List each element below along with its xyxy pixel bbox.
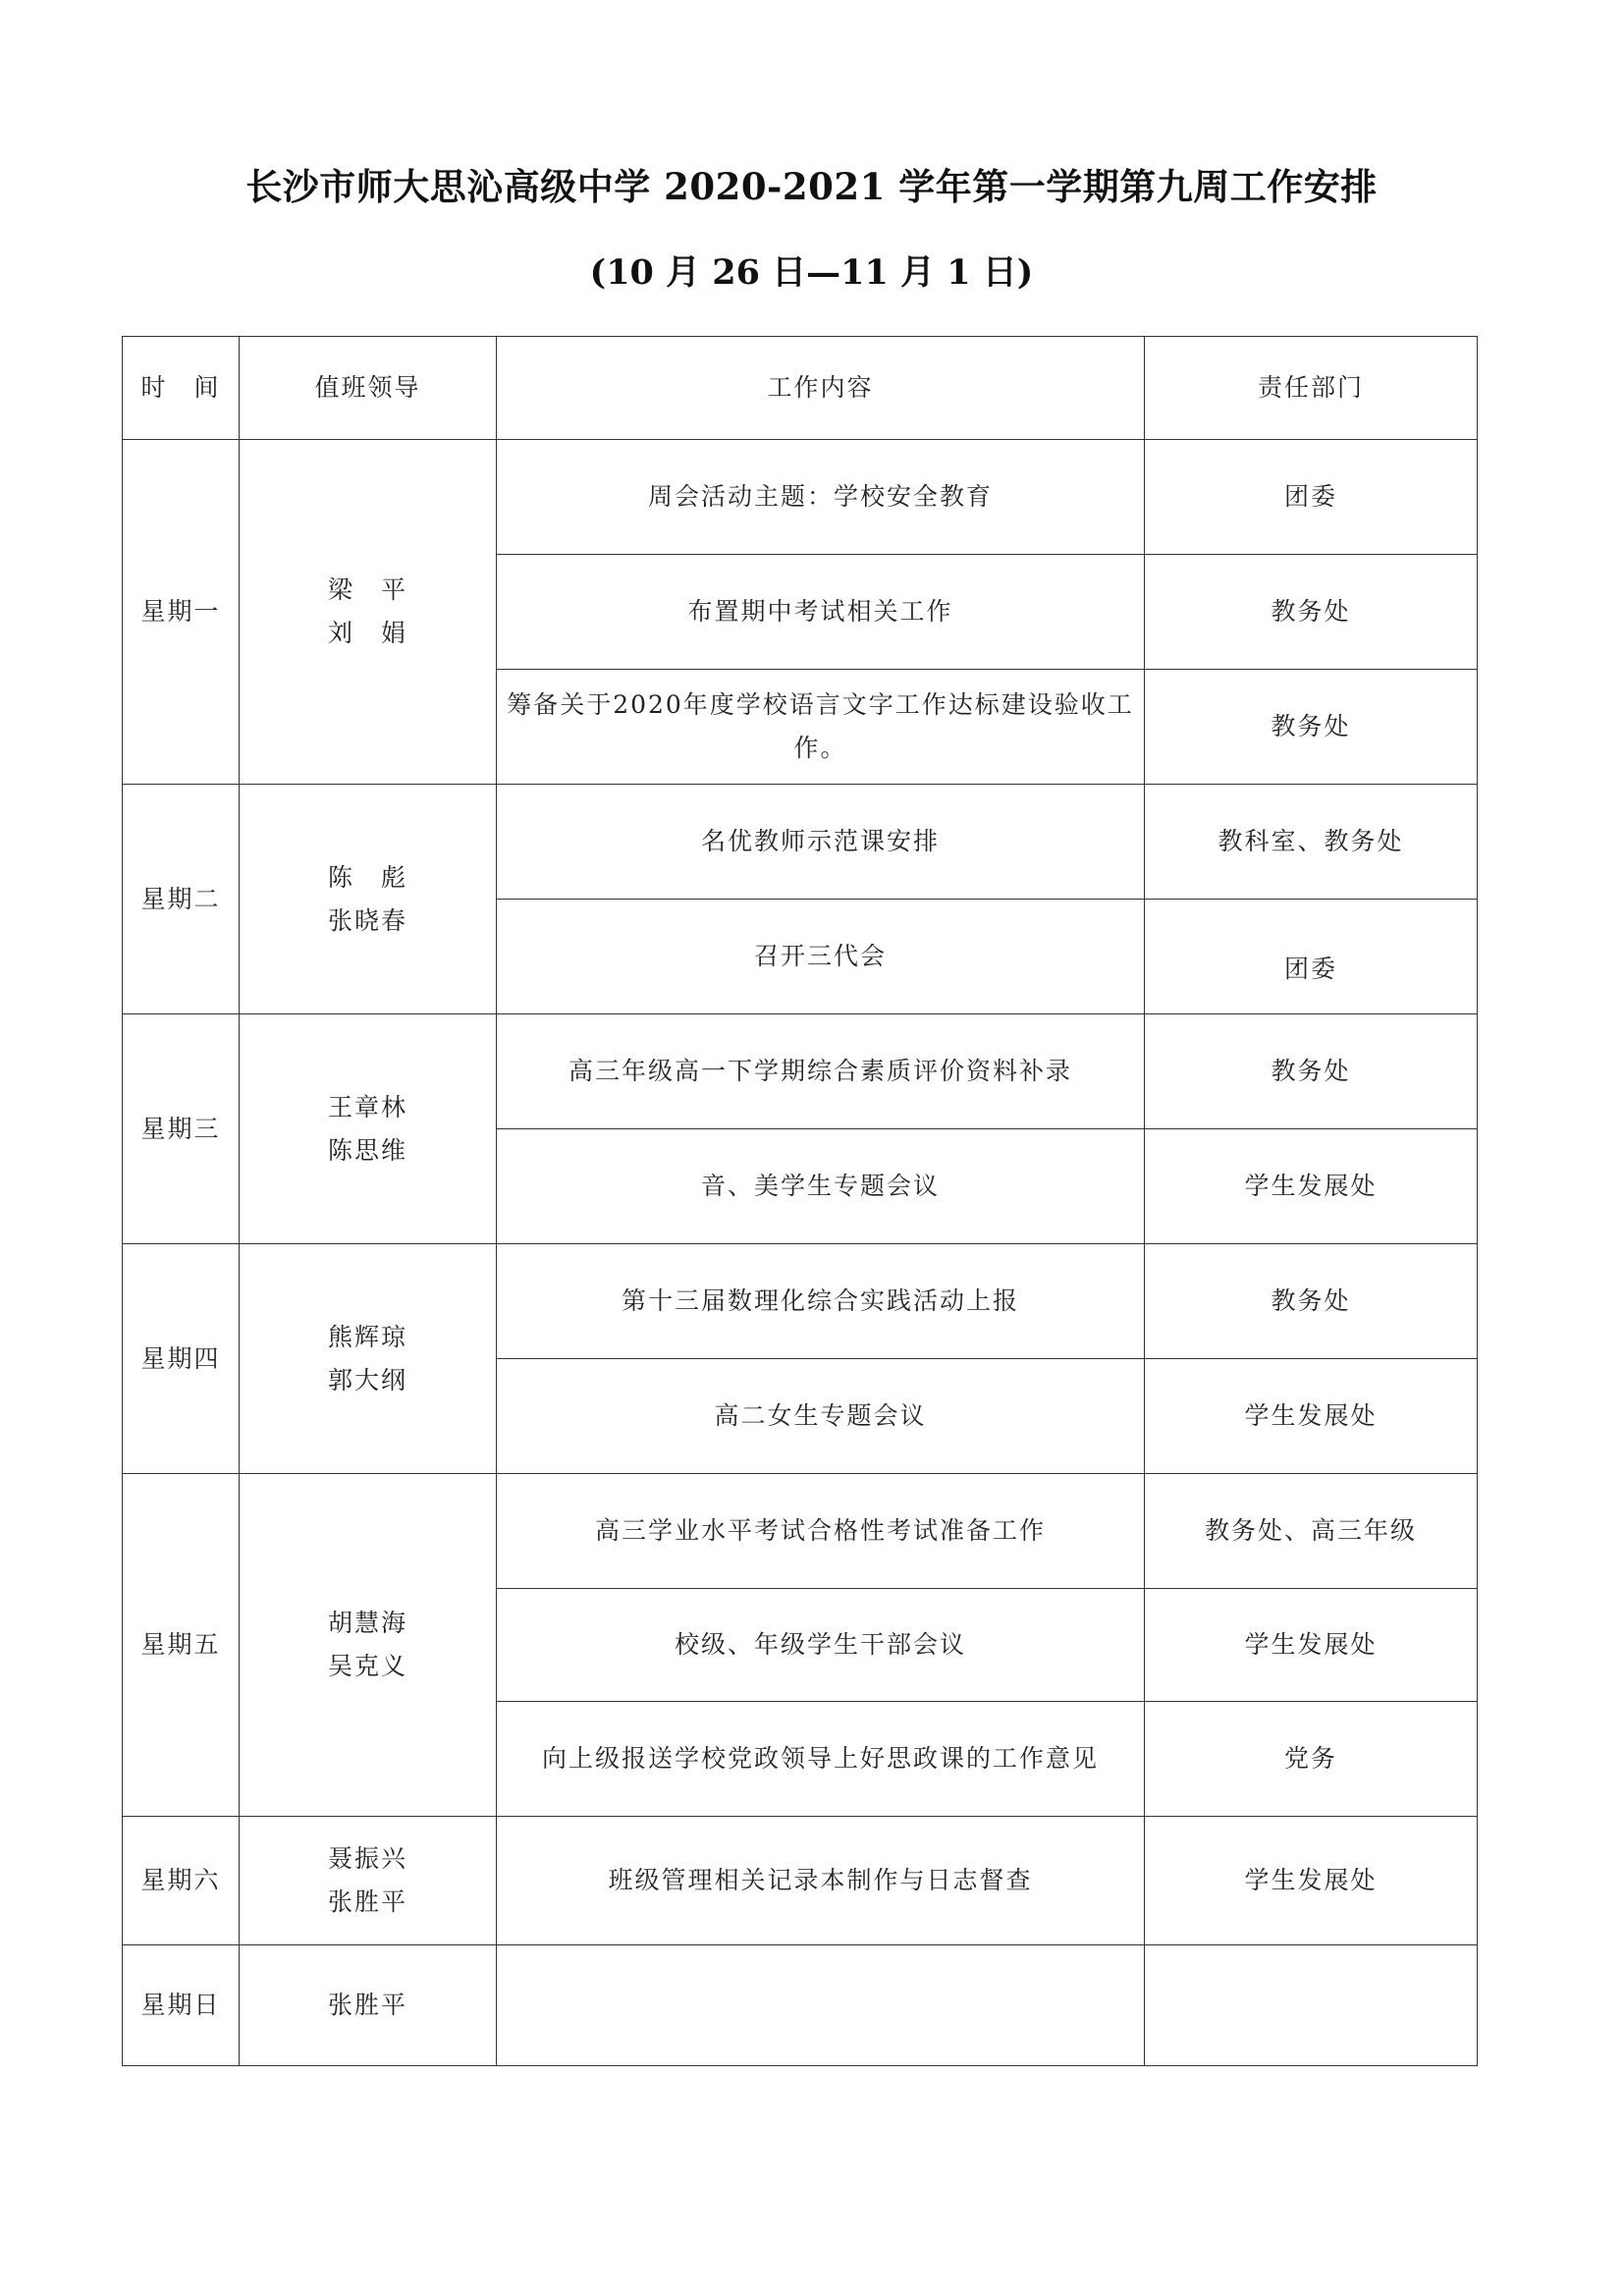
leader-name: 张晓春: [327, 905, 407, 935]
leaders-cell: [240, 1014, 497, 1244]
leader-name: 梁 平: [327, 575, 407, 605]
dept-cell: 学生发展处: [1145, 1129, 1478, 1244]
leader-name: 陈 彪: [327, 862, 407, 892]
schedule-table: [122, 336, 1478, 2066]
dept-cell: 教务处、高三年级: [1145, 1474, 1478, 1589]
table-row: [123, 1244, 1478, 1359]
table-row: [123, 440, 1478, 555]
leader-name: 熊辉琼: [327, 1322, 407, 1351]
content-cell: 第十三届数理化综合实践活动上报: [497, 1244, 1145, 1359]
dept-cell: 学生发展处: [1145, 1817, 1478, 1945]
dept-cell: 党务: [1145, 1702, 1478, 1817]
table-row: [123, 1474, 1478, 1589]
table-header-row: [123, 337, 1478, 440]
day-cell: 星期四: [123, 1244, 240, 1474]
content-cell: 高二女生专题会议: [497, 1359, 1145, 1474]
dept-cell: 团委: [1145, 440, 1478, 555]
content-cell: 音、美学生专题会议: [497, 1129, 1145, 1244]
leaders-cell: [240, 1945, 497, 2066]
day-cell: 星期日: [123, 1945, 240, 2066]
leader-name: 聂振兴: [327, 1844, 407, 1874]
content-cell: 班级管理相关记录本制作与日志督查: [497, 1817, 1145, 1945]
leader-name: 胡慧海: [327, 1609, 407, 1638]
leaders-cell: [240, 440, 497, 785]
content-cell: 筹备关于2020年度学校语言文字工作达标建设验收工作。: [497, 670, 1145, 785]
leader-name: 张胜平: [327, 1991, 407, 2020]
content-cell: 布置期中考试相关工作: [497, 555, 1145, 670]
leaders-cell: [240, 1244, 497, 1474]
content-cell: 向上级报送学校党政领导上好思政课的工作意见: [497, 1702, 1145, 1817]
leaders-cell: [240, 1474, 497, 1817]
leader-name: 陈思维: [327, 1135, 407, 1165]
content-cell: [497, 1945, 1145, 2066]
day-cell: 星期三: [123, 1014, 240, 1244]
dept-cell: 教务处: [1145, 555, 1478, 670]
day-cell: 星期六: [123, 1817, 240, 1945]
day-cell: 星期一: [123, 440, 240, 785]
day-cell: 星期二: [123, 785, 240, 1014]
header-time: 时 间: [123, 337, 240, 440]
table-row: [123, 1945, 1478, 2066]
dept-cell: 教务处: [1145, 1014, 1478, 1129]
content-cell: 召开三代会: [497, 900, 1145, 1014]
page-title: 长沙市师大思沁高级中学 2020-2021 学年第一学期第九周工作安排: [245, 165, 1378, 208]
leader-name: 刘 娟: [327, 619, 407, 647]
content-cell: 高三年级高一下学期综合素质评价资料补录: [497, 1014, 1145, 1129]
dept-cell: 学生发展处: [1145, 1589, 1478, 1702]
content-cell: 周会活动主题：学校安全教育: [497, 440, 1145, 555]
dept-cell: 团委: [1145, 900, 1478, 1014]
content-cell: 校级、年级学生干部会议: [497, 1589, 1145, 1702]
leader-name: 张胜平: [327, 1887, 407, 1916]
dept-cell: 学生发展处: [1145, 1359, 1478, 1474]
table-row: [123, 1817, 1478, 1945]
content-cell: 名优教师示范课安排: [497, 785, 1145, 900]
leaders-cell: [240, 1817, 497, 1945]
day-cell: 星期五: [123, 1474, 240, 1817]
dept-cell: 教科室、教务处: [1145, 785, 1478, 900]
leader-name: 吴克义: [327, 1652, 407, 1680]
leaders-cell: [240, 785, 497, 1014]
dept-cell: 教务处: [1145, 670, 1478, 785]
leader-name: 王章林: [327, 1092, 407, 1121]
leader-name: 郭大纲: [327, 1365, 407, 1394]
header-content: 工作内容: [497, 337, 1145, 440]
header-leaders: 值班领导: [240, 337, 497, 440]
page-subtitle: (10 月 26 日—11 月 1 日): [589, 252, 1034, 293]
content-cell: 高三学业水平考试合格性考试准备工作: [497, 1474, 1145, 1589]
table-row: [123, 1014, 1478, 1129]
table-row: [123, 785, 1478, 900]
header-dept: 责任部门: [1145, 337, 1478, 440]
dept-cell: 教务处: [1145, 1244, 1478, 1359]
dept-cell: [1145, 1945, 1478, 2066]
